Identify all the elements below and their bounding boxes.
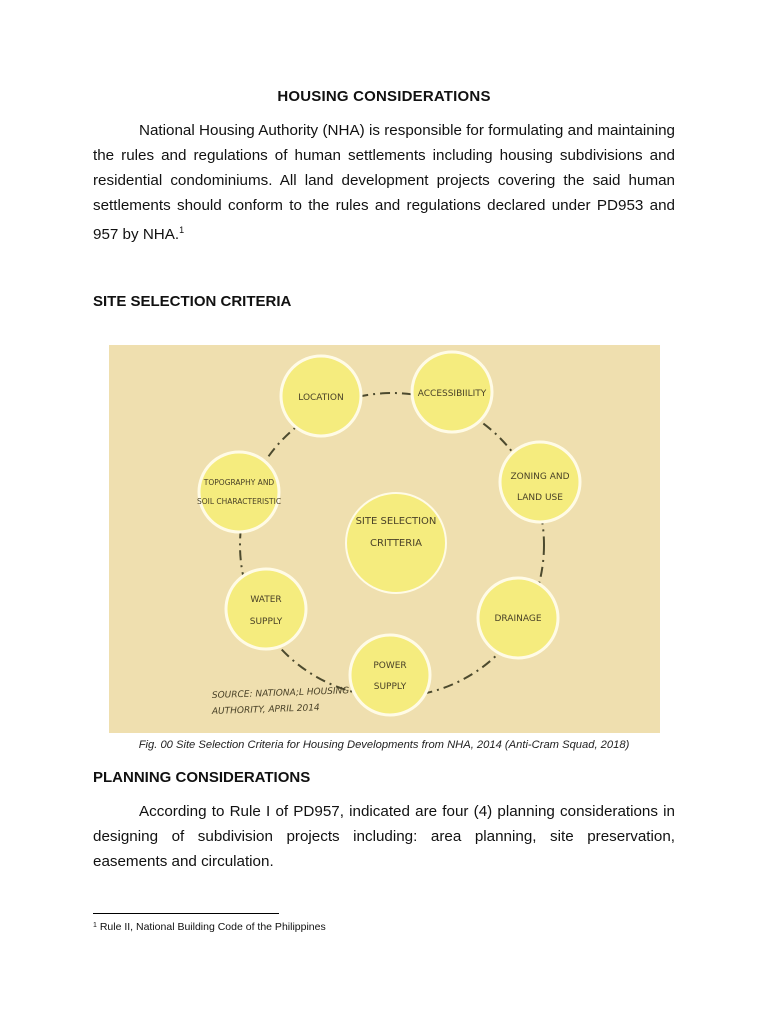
center-label-line1: SITE SELECTION <box>355 516 437 527</box>
water-label-line2: SUPPLY <box>249 617 283 627</box>
node-zoning-land-use <box>500 442 580 522</box>
node-power-supply <box>350 635 430 715</box>
node-location <box>281 356 361 436</box>
planning-text: According to Rule I of PD957, indicated are four (4) planning considerations in designing of subdivision projects including: area planning, site preservation, easements and circulation. <box>93 803 675 870</box>
topography-label-line1: TOPOGRAPHY AND <box>203 478 275 487</box>
location-label: LOCATION <box>298 393 344 403</box>
node-topography-soil <box>197 452 281 532</box>
node-water-supply <box>226 569 306 649</box>
node-drainage <box>478 578 558 658</box>
topography-label-line2: SOIL CHARACTERISTIC <box>196 497 282 506</box>
power-label-line1: POWER <box>373 661 407 671</box>
power-label-line2: SUPPLY <box>373 682 407 692</box>
planning-heading: PLANNING CONSIDERATIONS <box>93 769 311 786</box>
footnote <box>93 921 326 933</box>
page-heading: HOUSING CONSIDERATIONS <box>277 88 491 105</box>
planning-paragraph <box>93 799 675 874</box>
footnote-reference[interactable]: 1 <box>179 225 185 235</box>
zoning-label-line1: ZONING AND <box>510 472 570 482</box>
footnote-marker: 1 <box>93 922 97 929</box>
intro-paragraph <box>93 118 675 247</box>
figure-caption: Fig. 00 Site Selection Criteria for Housing Developments from NHA, 2014 (Anti-Cram Squad, 2018) <box>138 739 630 751</box>
site-selection-figure <box>109 345 660 733</box>
footnote-divider <box>93 913 279 914</box>
zoning-label-line2: LAND USE <box>517 493 563 503</box>
center-label-line2: CRITTERIA <box>370 538 422 549</box>
footnote-text: Rule II, National Building Code of the Philippines <box>99 921 326 933</box>
figure-source-line1: SOURCE: NATIONA;L HOUSING <box>211 686 350 701</box>
drainage-label: DRAINAGE <box>494 614 542 624</box>
figure-source-line2: AUTHORITY, APRIL 2014 <box>211 703 320 717</box>
accessibility-label: ACCESSIBIILITY <box>417 389 487 399</box>
node-accessibility <box>412 352 492 432</box>
site-selection-heading: SITE SELECTION CRITERIA <box>93 293 292 310</box>
criteria-diagram <box>109 345 660 733</box>
intro-text: National Housing Authority (NHA) is responsible for formulating and maintaining the rules and regulations of human settlements including housing subdivisions and residential condominiums. All land development projects covering the said human settlements should conform to the rules and regulations declared under PD953 and 957 by NHA. <box>93 122 675 243</box>
water-label-line1: WATER <box>250 595 282 605</box>
